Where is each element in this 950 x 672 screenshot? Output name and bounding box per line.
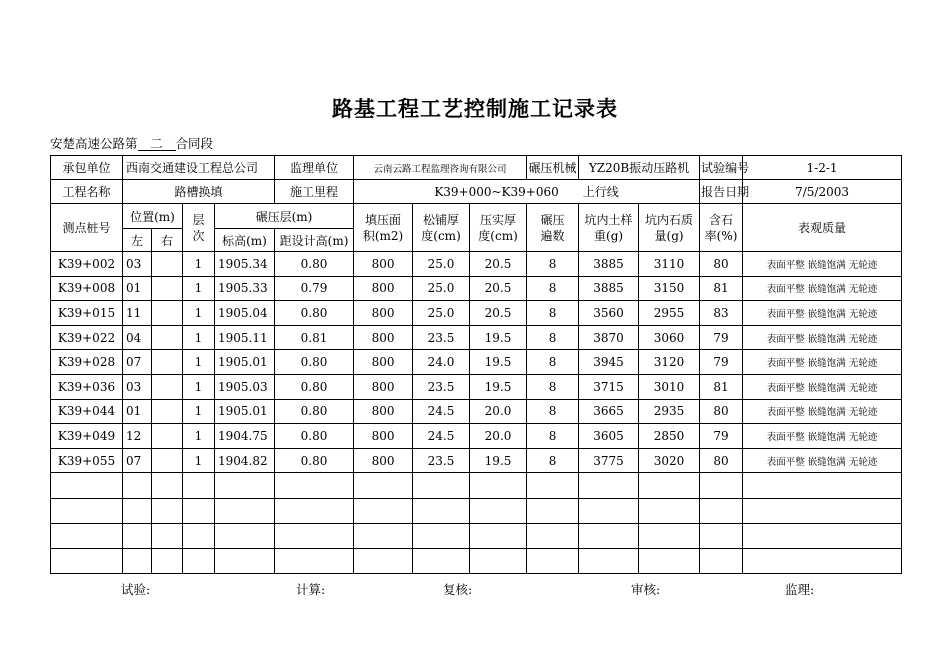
empty-cell bbox=[470, 523, 527, 548]
station-cell: K39+044 bbox=[51, 399, 123, 424]
stone-weight-cell: 3150 bbox=[639, 276, 700, 301]
section-prefix: 安楚高速公路第 bbox=[50, 136, 138, 151]
stone-weight-cell: 3120 bbox=[639, 350, 700, 375]
soil-weight-cell: 3775 bbox=[579, 448, 639, 473]
roller-label: 碾压机械 bbox=[527, 156, 579, 180]
header-stone-content: 含石率(%) bbox=[700, 204, 743, 252]
quality-cell: 表面平整 嵌缝饱满 无轮迹 bbox=[743, 374, 902, 399]
elevation-cell: 1905.33 bbox=[215, 276, 275, 301]
table-row bbox=[51, 424, 902, 449]
empty-cell bbox=[639, 473, 700, 498]
fill-area-cell: 800 bbox=[354, 448, 413, 473]
layer-cell: 1 bbox=[183, 301, 215, 326]
empty-cell bbox=[743, 473, 902, 498]
quality-cell: 表面平整 嵌缝饱满 无轮迹 bbox=[743, 325, 902, 350]
header-distance: 距设计高(m) bbox=[275, 229, 354, 252]
roller-value: YZ20B振动压路机 bbox=[579, 156, 700, 180]
stone-weight-cell: 3010 bbox=[639, 374, 700, 399]
soil-weight-cell: 3945 bbox=[579, 350, 639, 375]
compact-thickness-cell: 19.5 bbox=[470, 325, 527, 350]
passes-cell: 8 bbox=[527, 252, 579, 277]
info-row-2 bbox=[51, 180, 902, 204]
record-table bbox=[50, 155, 902, 574]
supervisor-label: 监理单位 bbox=[275, 156, 354, 180]
left-cell: 01 bbox=[123, 399, 152, 424]
empty-cell bbox=[183, 523, 215, 548]
stone-content-cell: 79 bbox=[700, 424, 743, 449]
right-cell bbox=[152, 350, 183, 375]
quality-cell: 表面平整 嵌缝饱满 无轮迹 bbox=[743, 252, 902, 277]
empty-cell bbox=[579, 473, 639, 498]
header-loose-thickness: 松铺厚度(cm) bbox=[413, 204, 470, 252]
station-cell: K39+055 bbox=[51, 448, 123, 473]
header-right: 右 bbox=[152, 229, 183, 252]
stone-content-cell: 80 bbox=[700, 252, 743, 277]
passes-cell: 8 bbox=[527, 448, 579, 473]
right-cell bbox=[152, 252, 183, 277]
elevation-cell: 1905.04 bbox=[215, 301, 275, 326]
header-stone-weight: 坑内石质量(g) bbox=[639, 204, 700, 252]
left-cell: 03 bbox=[123, 252, 152, 277]
quality-cell: 表面平整 嵌缝饱满 无轮迹 bbox=[743, 276, 902, 301]
table-row bbox=[51, 399, 902, 424]
empty-cell bbox=[183, 498, 215, 523]
empty-cell bbox=[639, 548, 700, 573]
header-soil-weight: 坑内土样重(g) bbox=[579, 204, 639, 252]
compact-thickness-cell: 20.0 bbox=[470, 399, 527, 424]
empty-cell bbox=[354, 523, 413, 548]
soil-weight-cell: 3885 bbox=[579, 252, 639, 277]
soil-weight-cell: 3560 bbox=[579, 301, 639, 326]
passes-cell: 8 bbox=[527, 325, 579, 350]
stone-weight-cell: 3060 bbox=[639, 325, 700, 350]
stone-content-cell: 80 bbox=[700, 399, 743, 424]
section-number: 二 bbox=[138, 137, 176, 151]
data-rows bbox=[51, 252, 902, 473]
compact-thickness-cell: 20.5 bbox=[470, 276, 527, 301]
distance-cell: 0.80 bbox=[275, 350, 354, 375]
header-rolled-layer: 碾压层(m) bbox=[215, 204, 354, 229]
empty-cell bbox=[579, 498, 639, 523]
elevation-cell: 1905.11 bbox=[215, 325, 275, 350]
empty-cell bbox=[152, 548, 183, 573]
empty-cell bbox=[123, 548, 152, 573]
distance-cell: 0.80 bbox=[275, 424, 354, 449]
loose-thickness-cell: 23.5 bbox=[413, 448, 470, 473]
empty-cell bbox=[413, 548, 470, 573]
quality-cell: 表面平整 嵌缝饱满 无轮迹 bbox=[743, 301, 902, 326]
empty-cell bbox=[51, 548, 123, 573]
right-cell bbox=[152, 276, 183, 301]
empty-cell bbox=[123, 523, 152, 548]
station-cell: K39+049 bbox=[51, 424, 123, 449]
right-cell bbox=[152, 325, 183, 350]
layer-cell: 1 bbox=[183, 276, 215, 301]
left-cell: 07 bbox=[123, 350, 152, 375]
quality-cell: 表面平整 嵌缝饱满 无轮迹 bbox=[743, 424, 902, 449]
contractor-value: 西南交通建设工程总公司 bbox=[123, 156, 275, 180]
compact-thickness-cell: 19.5 bbox=[470, 448, 527, 473]
quality-cell: 表面平整 嵌缝饱满 无轮迹 bbox=[743, 350, 902, 375]
fill-area-cell: 800 bbox=[354, 276, 413, 301]
table-row bbox=[51, 301, 902, 326]
empty-cell bbox=[275, 523, 354, 548]
empty-cell bbox=[413, 523, 470, 548]
distance-cell: 0.79 bbox=[275, 276, 354, 301]
empty-cell bbox=[215, 498, 275, 523]
layer-cell: 1 bbox=[183, 350, 215, 375]
stone-weight-cell: 3110 bbox=[639, 252, 700, 277]
layer-cell: 1 bbox=[183, 424, 215, 449]
empty-cell bbox=[579, 548, 639, 573]
fill-area-cell: 800 bbox=[354, 325, 413, 350]
header-position: 位置(m) bbox=[123, 204, 183, 229]
fill-area-cell: 800 bbox=[354, 399, 413, 424]
header-compact-thickness: 压实厚度(cm) bbox=[470, 204, 527, 252]
stone-content-cell: 79 bbox=[700, 350, 743, 375]
footer-review: 复核: bbox=[443, 582, 473, 597]
supervisor-value: 云南云路工程监理咨询有限公司 bbox=[354, 156, 527, 180]
empty-cell bbox=[527, 548, 579, 573]
contract-section-line bbox=[50, 134, 213, 152]
report-date-label: 报告日期 bbox=[700, 180, 743, 204]
header-row-1 bbox=[51, 204, 902, 229]
stone-content-cell: 83 bbox=[700, 301, 743, 326]
header-elevation: 标高(m) bbox=[215, 229, 275, 252]
header-left: 左 bbox=[123, 229, 152, 252]
left-cell: 07 bbox=[123, 448, 152, 473]
header-fill-area: 填压面积(m2) bbox=[354, 204, 413, 252]
passes-cell: 8 bbox=[527, 399, 579, 424]
elevation-cell: 1905.01 bbox=[215, 399, 275, 424]
compact-thickness-cell: 20.5 bbox=[470, 301, 527, 326]
elevation-cell: 1905.01 bbox=[215, 350, 275, 375]
project-label: 工程名称 bbox=[51, 180, 123, 204]
empty-cell bbox=[413, 498, 470, 523]
layer-cell: 1 bbox=[183, 325, 215, 350]
layer-cell: 1 bbox=[183, 448, 215, 473]
footer-test: 试验: bbox=[121, 582, 151, 597]
empty-cell bbox=[700, 473, 743, 498]
header-layer: 层次 bbox=[183, 204, 215, 252]
test-no-value: 1-2-1 bbox=[743, 156, 902, 180]
fill-area-cell: 800 bbox=[354, 350, 413, 375]
empty-cell bbox=[215, 473, 275, 498]
test-no-label: 试验编号 bbox=[700, 156, 743, 180]
stone-content-cell: 79 bbox=[700, 325, 743, 350]
elevation-cell: 1905.03 bbox=[215, 374, 275, 399]
loose-thickness-cell: 25.0 bbox=[413, 276, 470, 301]
empty-cell bbox=[152, 473, 183, 498]
mileage-label: 施工里程 bbox=[275, 180, 354, 204]
empty-cell bbox=[470, 548, 527, 573]
stone-weight-cell: 2850 bbox=[639, 424, 700, 449]
distance-cell: 0.80 bbox=[275, 448, 354, 473]
left-cell: 04 bbox=[123, 325, 152, 350]
soil-weight-cell: 3870 bbox=[579, 325, 639, 350]
empty-cell bbox=[470, 498, 527, 523]
empty-cell bbox=[51, 498, 123, 523]
report-date-value: 7/5/2003 bbox=[743, 180, 902, 204]
empty-row bbox=[51, 498, 902, 523]
layer-cell: 1 bbox=[183, 374, 215, 399]
compact-thickness-cell: 20.5 bbox=[470, 252, 527, 277]
left-cell: 11 bbox=[123, 301, 152, 326]
empty-cell bbox=[743, 523, 902, 548]
empty-row bbox=[51, 523, 902, 548]
footer-audit: 审核: bbox=[631, 582, 661, 597]
station-cell: K39+008 bbox=[51, 276, 123, 301]
right-cell bbox=[152, 374, 183, 399]
loose-thickness-cell: 25.0 bbox=[413, 301, 470, 326]
empty-cell bbox=[152, 498, 183, 523]
fill-area-cell: 800 bbox=[354, 424, 413, 449]
empty-cell bbox=[215, 548, 275, 573]
distance-cell: 0.80 bbox=[275, 399, 354, 424]
table-row bbox=[51, 325, 902, 350]
section-suffix: 合同段 bbox=[175, 136, 214, 151]
table-row bbox=[51, 276, 902, 301]
empty-cell bbox=[700, 523, 743, 548]
project-value: 路槽换填 bbox=[123, 180, 275, 204]
right-cell bbox=[152, 424, 183, 449]
empty-cell bbox=[639, 523, 700, 548]
footer-supervise: 监理: bbox=[785, 582, 815, 597]
passes-cell: 8 bbox=[527, 276, 579, 301]
empty-cell bbox=[639, 498, 700, 523]
elevation-cell: 1904.82 bbox=[215, 448, 275, 473]
elevation-cell: 1904.75 bbox=[215, 424, 275, 449]
table-row bbox=[51, 252, 902, 277]
empty-cell bbox=[183, 548, 215, 573]
compact-thickness-cell: 19.5 bbox=[470, 374, 527, 399]
elevation-cell: 1905.34 bbox=[215, 252, 275, 277]
soil-weight-cell: 3665 bbox=[579, 399, 639, 424]
empty-cell bbox=[354, 498, 413, 523]
station-cell: K39+036 bbox=[51, 374, 123, 399]
empty-cell bbox=[354, 473, 413, 498]
station-cell: K39+022 bbox=[51, 325, 123, 350]
empty-cell bbox=[275, 473, 354, 498]
empty-cell bbox=[275, 498, 354, 523]
header-station: 测点桩号 bbox=[51, 204, 123, 252]
quality-cell: 表面平整 嵌缝饱满 无轮迹 bbox=[743, 448, 902, 473]
distance-cell: 0.80 bbox=[275, 374, 354, 399]
stone-content-cell: 81 bbox=[700, 276, 743, 301]
distance-cell: 0.81 bbox=[275, 325, 354, 350]
empty-cell bbox=[527, 498, 579, 523]
distance-cell: 0.80 bbox=[275, 252, 354, 277]
passes-cell: 8 bbox=[527, 301, 579, 326]
contractor-label: 承包单位 bbox=[51, 156, 123, 180]
header-quality: 表观质量 bbox=[743, 204, 902, 252]
quality-cell: 表面平整 嵌缝饱满 无轮迹 bbox=[743, 399, 902, 424]
header-passes: 碾压遍数 bbox=[527, 204, 579, 252]
footer-calc: 计算: bbox=[296, 582, 326, 597]
empty-cell bbox=[51, 523, 123, 548]
left-cell: 03 bbox=[123, 374, 152, 399]
stone-weight-cell: 2955 bbox=[639, 301, 700, 326]
table-row bbox=[51, 448, 902, 473]
stone-content-cell: 80 bbox=[700, 448, 743, 473]
blank-rows bbox=[51, 473, 902, 574]
empty-row bbox=[51, 548, 902, 573]
empty-cell bbox=[51, 473, 123, 498]
info-row-1 bbox=[51, 156, 902, 180]
stone-weight-cell: 2935 bbox=[639, 399, 700, 424]
table-row bbox=[51, 374, 902, 399]
page-title: 路基工程工艺控制施工记录表 bbox=[332, 96, 618, 121]
empty-cell bbox=[579, 523, 639, 548]
fill-area-cell: 800 bbox=[354, 252, 413, 277]
layer-cell: 1 bbox=[183, 399, 215, 424]
empty-row bbox=[51, 473, 902, 498]
soil-weight-cell: 3885 bbox=[579, 276, 639, 301]
passes-cell: 8 bbox=[527, 424, 579, 449]
empty-cell bbox=[354, 548, 413, 573]
empty-cell bbox=[275, 548, 354, 573]
distance-cell: 0.80 bbox=[275, 301, 354, 326]
loose-thickness-cell: 23.5 bbox=[413, 325, 470, 350]
soil-weight-cell: 3605 bbox=[579, 424, 639, 449]
layer-cell: 1 bbox=[183, 252, 215, 277]
empty-cell bbox=[183, 473, 215, 498]
loose-thickness-cell: 24.5 bbox=[413, 424, 470, 449]
compact-thickness-cell: 19.5 bbox=[470, 350, 527, 375]
fill-area-cell: 800 bbox=[354, 374, 413, 399]
stone-weight-cell: 3020 bbox=[639, 448, 700, 473]
fill-area-cell: 800 bbox=[354, 301, 413, 326]
right-cell bbox=[152, 399, 183, 424]
station-cell: K39+002 bbox=[51, 252, 123, 277]
table-row bbox=[51, 350, 902, 375]
loose-thickness-cell: 24.0 bbox=[413, 350, 470, 375]
empty-cell bbox=[743, 498, 902, 523]
passes-cell: 8 bbox=[527, 350, 579, 375]
empty-cell bbox=[152, 523, 183, 548]
loose-thickness-cell: 25.0 bbox=[413, 252, 470, 277]
empty-cell bbox=[700, 498, 743, 523]
loose-thickness-cell: 24.5 bbox=[413, 399, 470, 424]
empty-cell bbox=[527, 473, 579, 498]
empty-cell bbox=[743, 548, 902, 573]
mileage-value: K39+000~K39+060 上行线 bbox=[354, 180, 700, 204]
empty-cell bbox=[123, 498, 152, 523]
empty-cell bbox=[470, 473, 527, 498]
soil-weight-cell: 3715 bbox=[579, 374, 639, 399]
station-cell: K39+028 bbox=[51, 350, 123, 375]
compact-thickness-cell: 20.0 bbox=[470, 424, 527, 449]
empty-cell bbox=[527, 523, 579, 548]
empty-cell bbox=[123, 473, 152, 498]
right-cell bbox=[152, 301, 183, 326]
empty-cell bbox=[215, 523, 275, 548]
loose-thickness-cell: 23.5 bbox=[413, 374, 470, 399]
station-cell: K39+015 bbox=[51, 301, 123, 326]
empty-cell bbox=[700, 548, 743, 573]
left-cell: 12 bbox=[123, 424, 152, 449]
empty-cell bbox=[413, 473, 470, 498]
stone-content-cell: 81 bbox=[700, 374, 743, 399]
left-cell: 01 bbox=[123, 276, 152, 301]
right-cell bbox=[152, 448, 183, 473]
passes-cell: 8 bbox=[527, 374, 579, 399]
